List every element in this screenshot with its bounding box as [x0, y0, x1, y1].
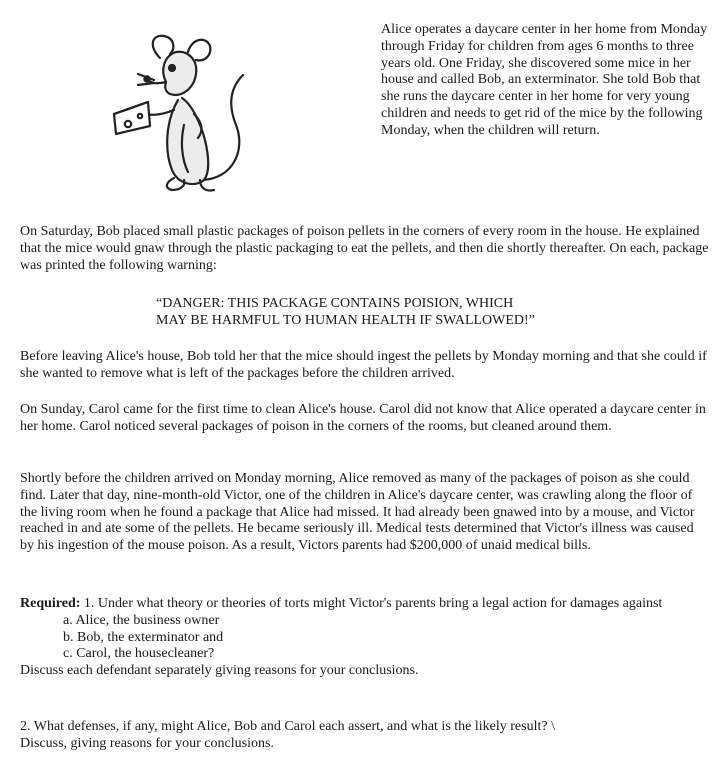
before-leaving-paragraph: Before leaving Alice's house, Bob told her that the mice should ingest the pellets by Monday morning and that she could if she wanted to remove what is left of the packages before the children arrived. [20, 349, 707, 381]
warning-quote [156, 295, 676, 329]
discuss-instruction: Discuss each defendant separately giving reasons for your conclusions. [20, 663, 419, 679]
required-label: Required: [20, 596, 81, 611]
sunday-paragraph: On Sunday, Carol came for the first time to clean Alice's house. Carol did not know that Alice operated a daycare center in her home. Carol noticed several packages of poison in the corners of the rooms, but cleaned around them. [20, 402, 706, 434]
mouse-holding-cheese-illustration [108, 30, 250, 198]
intro-paragraph: Alice operates a daycare center in her home from Monday through Friday for children from ages 6 months to three years old. One Friday, she discovered some mice in her house and called Bob, an exterminator. She told Bob that she runs the daycare center in her home for very young children and needs to get rid of the mice by the following Monday, when the children will return. [381, 22, 708, 138]
warning-line-2: MAY BE HARMFUL TO HUMAN HEALTH IF SWALLOWED!” [156, 313, 535, 328]
defendant-item-bob: b. Bob, the exterminator and [63, 629, 224, 645]
defendant-item-alice: a. Alice, the business owner [63, 612, 220, 628]
question-2-line-2: Discuss, giving reasons for your conclusions. [20, 735, 274, 751]
question-2-section [20, 719, 710, 753]
question-1-text: 1. Under what theory or theories of torts might Victor's parents bring a legal action for damages against [80, 596, 663, 611]
question-2-line-1: 2. What defenses, if any, might Alice, Bob and Carol each assert, and what is the likely result? \ [20, 719, 555, 734]
warning-line-1: “DANGER: THIS PACKAGE CONTAINS POISION, WHICH [156, 296, 514, 311]
monday-paragraph: Shortly before the children arrived on Monday morning, Alice removed as many of the packages of poison as she could find. Later that day, nine-month-old Victor, one of the children in Alice's daycare center, was crawling along the floor of the living room when he found a package that Alice had missed. It had already been gnawed into by a mouse, and Victor reached in and ate some of the pellets. He became seriously ill. Medical tests determined that Victor's illness was caused by his ingestion of the mouse poison. As a result, Victors parents had $200,000 of unaid medical bills. [20, 471, 695, 554]
saturday-paragraph: On Saturday, Bob placed small plastic packages of poison pellets in the corners of every room in the house. He explained that the mice would gnaw through the plastic packaging to eat the pellets, and then die shortly thereafter. On each, package was printed the following warning: [20, 224, 709, 273]
defendant-item-carol: c. Carol, the housecleaner? [63, 646, 215, 662]
required-section [20, 596, 710, 680]
